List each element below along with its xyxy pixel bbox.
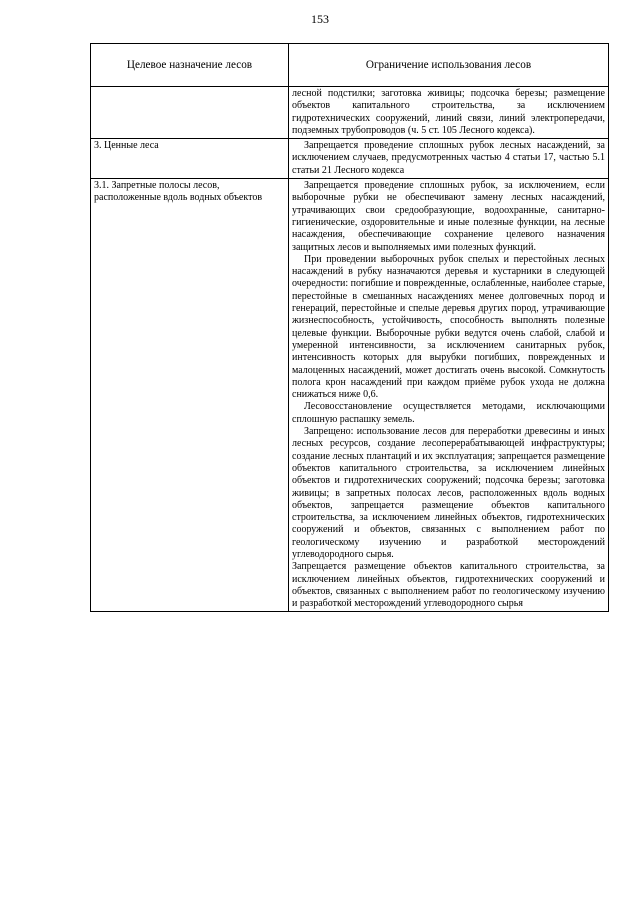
page-number: 153 xyxy=(311,12,329,26)
restriction-paragraph: При проведении выборочных рубок спелых и перестойных лесных насаждений в рубку назначаются деревья и кустарники в следующей очередности: погибшие и поврежденные, ослабленные, наиболее старые, перестойные в смешанных насаждениях менее долговечных пород и генераций, перестойные и спелые деревья других пород, утрачивающие жизнеспособность, устойчивость, способность выполнять полезные целевые функции. Выборочные рубки ведутся очень слабой, слабой и умеренной интенсивности, за исключением санитарных рубок, интенсивность которых для вырубки погибших, поврежденных и малоценных насаждений, может достигать очень высокой. Сомкнутость полога крон насаждений при каждом приёме рубок ухода не должна снижаться ниже 0,6. xyxy=(292,253,605,401)
restriction-cell xyxy=(289,179,609,612)
column-header-restrictions: Ограничение использования лесов xyxy=(289,44,609,87)
table-row xyxy=(91,179,609,612)
column-header-purpose: Целевое назначение лесов xyxy=(91,44,289,87)
forest-purpose-cell: 3.1. Запретные полосы лесов, расположенные вдоль водных объектов xyxy=(91,179,289,612)
forest-purpose-cell: 3. Ценные леса xyxy=(91,139,289,179)
restriction-paragraph: лесной подстилки; заготовка живицы; подсочка березы; размещение объектов капитального строительства, за исключением гидротехнических сооружений, линий связи, линий электропередачи, подземных трубопроводов (ч. 5 ст. 105 Лесного кодекса). xyxy=(292,88,605,136)
table-row xyxy=(91,87,609,139)
restriction-paragraph: Запрещается проведение сплошных рубок лесных насаждений, за исключением случаев, предусмотренных частью 4 статьи 17, частью 5.1 статьи 21 Лесного кодекса xyxy=(292,140,605,176)
restriction-paragraph: Запрещается размещение объектов капитального строительства, за исключением линейных объектов, гидротехнических сооружений и объектов, связанных с выполнением работ по геологическому изучению и разработкой месторождений углеводородного сырья xyxy=(292,561,605,610)
restriction-paragraph: Лесовосстановление осуществляется методами, исключающими сплошную распашку земель. xyxy=(292,401,605,425)
restriction-cell xyxy=(289,87,609,139)
forest-purpose-cell xyxy=(91,87,289,139)
restriction-paragraph: Запрещено: использование лесов для переработки древесины и иных лесных ресурсов, создание лесоперерабатывающей инфраструктуры; создание лесных плантаций и их эксплуатация; запрещается размещение объектов капитального строительства, за исключением линейных объектов и гидротехнических сооружений; подсочка березы; заготовка живицы; в запретных полосах лесов, расположенных вдоль водных объектов, запрещается размещение объектов капитального строительства, за исключением линейных объектов, гидротехнических сооружений и объектов, связанных с выполнением работ по геологическому изучению и разработкой месторождений углеводородного сырья. xyxy=(292,426,605,560)
restriction-cell xyxy=(289,139,609,179)
table-row xyxy=(91,139,609,179)
restriction-paragraph: Запрещается проведение сплошных рубок, за исключением, если выборочные рубки не обеспечивают замену лесных насаждений, утрачивающих свои средообразующие, водоохранные, санитарно-гигиенические, оздоровительные и иные полезные функции, на лесные насаждения, обеспечивающие сохранение целевого назначения защитных лесов и выполняемых ими полезных функций. xyxy=(292,180,605,253)
table-header-row xyxy=(91,44,609,87)
restrictions-table xyxy=(90,43,609,612)
